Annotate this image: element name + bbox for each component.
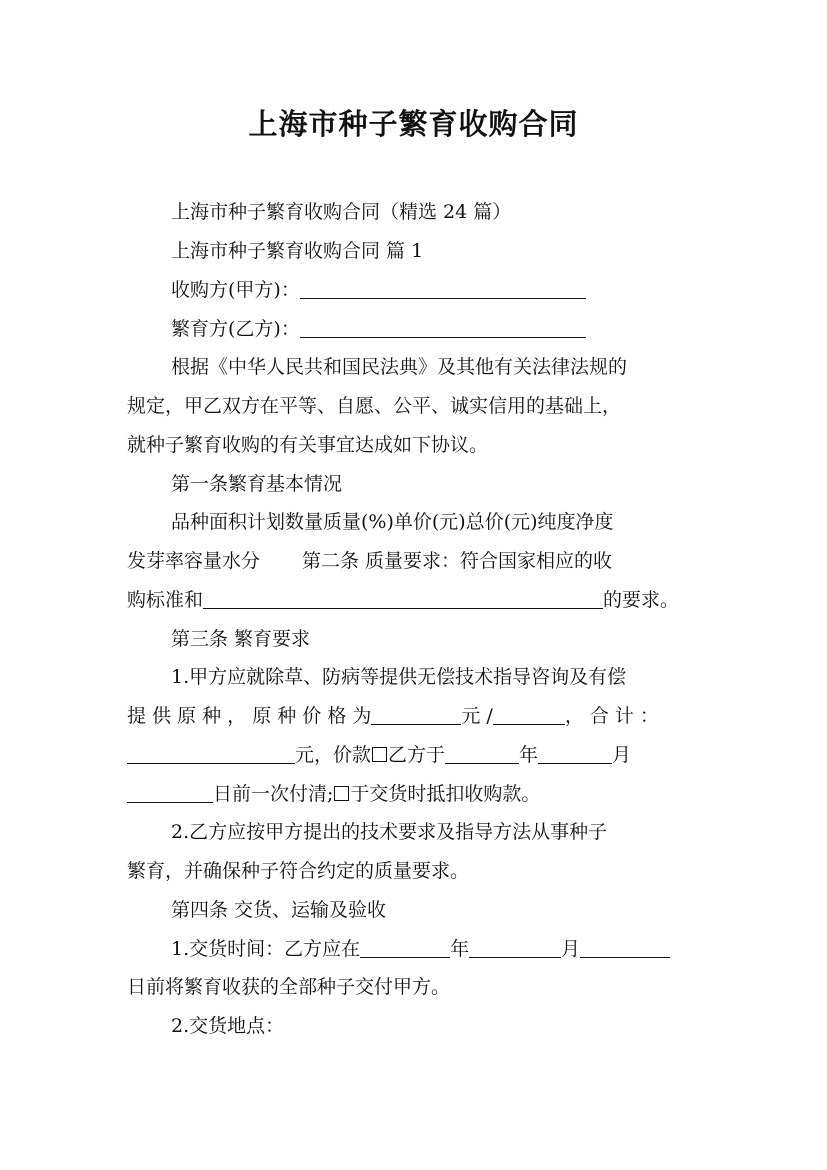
requirement-1-line-4 [127, 782, 707, 806]
requirement-1-line-1: 1.甲方应就除草、防病等提供无偿技术指导咨询及有偿 [171, 666, 627, 688]
table-header-line: 品种面积计划数量质量(%)单价(元)总价(元)纯度净度 [171, 511, 614, 533]
requirement-2-line-1: 2.乙方应按甲方提出的技术要求及指导方法从事种子 [171, 821, 608, 843]
standard-suffix: 的要求。 [603, 589, 680, 611]
article-1-heading: 第一条繁育基本情况 [171, 473, 343, 495]
pay-month-blank-field[interactable] [538, 745, 612, 764]
delivery-time-label: 1.交货时间：乙方应在 [171, 938, 361, 960]
pay-day-blank-field[interactable] [127, 784, 213, 803]
standard-blank-field[interactable] [203, 590, 603, 609]
price-unit-blank-field[interactable] [493, 706, 565, 725]
delivery-time-line [171, 937, 751, 961]
chapter-title-line: 上海市种子繁育收购合同 篇 1 [171, 240, 424, 262]
delivery-day-blank-field[interactable] [580, 939, 670, 958]
requirement-2-line-2: 繁育，并确保种子符合约定的质量要求。 [127, 860, 470, 882]
preamble-line-2: 规定，甲乙双方在平等、自愿、公平、诚实信用的基础上， [127, 395, 622, 417]
month-label: 月 [612, 744, 632, 766]
pay-year-blank-field[interactable] [445, 745, 519, 764]
checkbox-pay-before[interactable] [372, 747, 387, 762]
requirement-1-line-3 [127, 743, 707, 767]
standard-prefix: 购标准和 [127, 589, 204, 611]
original-seed-price-label: 提 供 原 种 ， 原 种 价 格 为 [127, 705, 372, 727]
standard-line [127, 588, 707, 612]
price-unit-text: 元 / [461, 705, 493, 727]
buyer-line [171, 278, 751, 302]
one-time-payment-text: 日前一次付清; [213, 783, 334, 805]
article-2-text: 第二条 质量要求：符合国家相应的收 [302, 550, 613, 572]
delivery-month-blank-field[interactable] [469, 939, 561, 958]
deduct-text: 于交货时抵扣收购款。 [350, 783, 541, 805]
delivery-month-label: 月 [561, 938, 581, 960]
delivery-time-line-2: 日前将繁育收获的全部种子交付甲方。 [127, 976, 451, 998]
delivery-place-line: 2.交货地点： [171, 1015, 285, 1037]
requirement-1-line-2 [127, 704, 707, 728]
checkbox-deduct[interactable] [334, 786, 349, 801]
table-header-line-2 [127, 549, 707, 573]
preamble-line-1: 根据《中华人民共和国民法典》及其他有关法律法规的 [171, 356, 628, 378]
payment-text: 元，价款 [295, 744, 372, 766]
breeder-line [171, 317, 751, 341]
preamble-line-3: 就种子繁育收购的有关事宜达成如下协议。 [127, 434, 489, 456]
article-3-heading: 第三条 繁育要求 [171, 628, 311, 650]
table-header-tail: 发芽率容量水分 [127, 550, 261, 572]
buyer-label: 收购方(甲方)： [171, 279, 300, 301]
delivery-year-blank-field[interactable] [360, 939, 450, 958]
seed-price-blank-field[interactable] [371, 706, 461, 725]
collection-title-line: 上海市种子繁育收购合同（精选 24 篇） [171, 201, 512, 223]
total-amount-blank-field[interactable] [127, 745, 295, 764]
year-label: 年 [519, 744, 539, 766]
buyer-blank-field[interactable] [300, 280, 586, 299]
breeder-blank-field[interactable] [300, 319, 586, 338]
pay-before-text: 乙方于 [388, 744, 446, 766]
article-4-heading: 第四条 交货、运输及验收 [171, 899, 387, 921]
total-label: ， 合 计 ： [564, 705, 659, 727]
delivery-year-label: 年 [450, 938, 470, 960]
breeder-label: 繁育方(乙方)： [171, 318, 300, 340]
document-title: 上海市种子繁育收购合同 [248, 107, 579, 141]
